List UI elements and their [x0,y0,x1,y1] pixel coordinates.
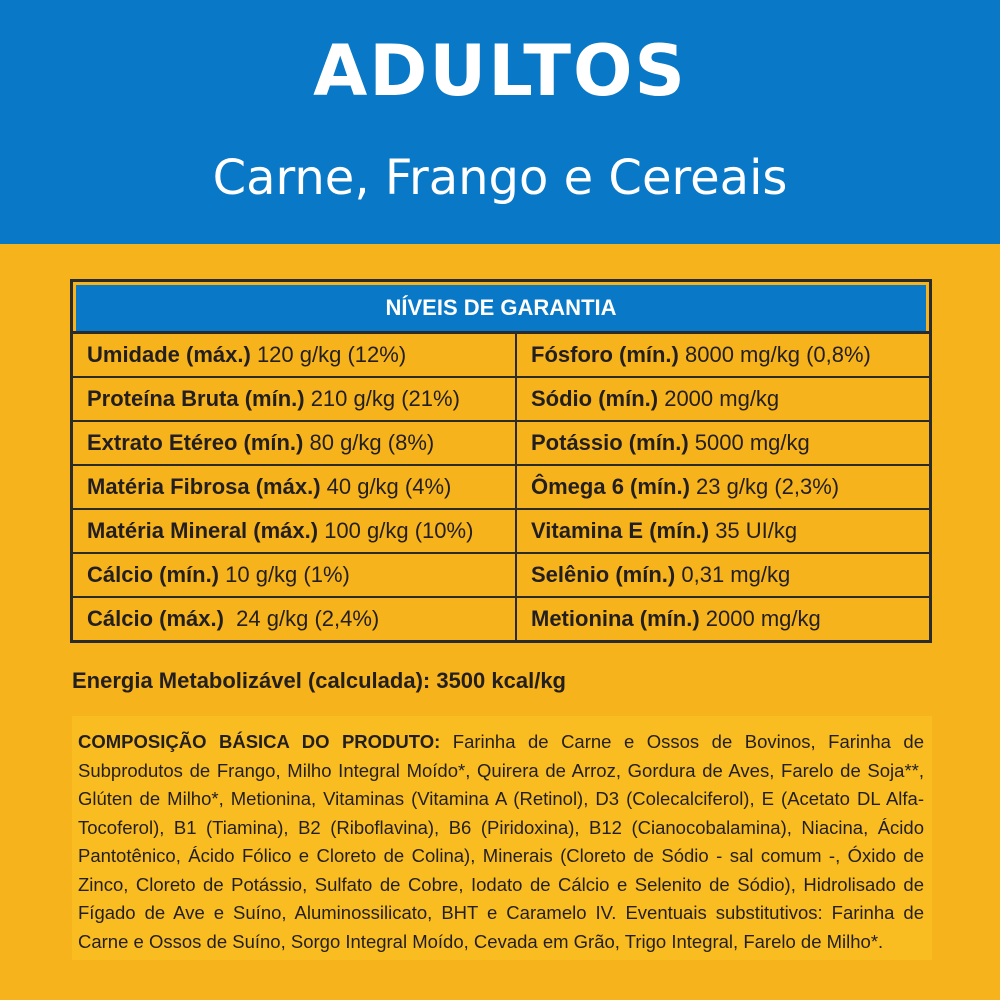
table-cell [73,377,516,421]
nutrient-label: Proteína Bruta (mín.) [87,386,305,411]
guarantee-table-grid [73,331,929,640]
table-cell [73,333,516,378]
guarantee-table-heading: NÍVEIS DE GARANTIA [76,285,926,331]
nutrient-value: 35 UI/kg [709,518,798,543]
table-cell [516,333,929,378]
nutrient-label: Matéria Fibrosa (máx.) [87,474,321,499]
table-row [73,421,929,465]
table-cell [516,509,929,553]
nutrient-label: Cálcio (mín.) [87,562,220,587]
product-title: ADULTOS [313,30,687,112]
table-cell [516,553,929,597]
nutrient-value: 23 g/kg (2,3%) [689,474,840,499]
nutrient-label: Fósforo (mín.) [531,342,679,367]
nutrient-value: 210 g/kg (21%) [304,386,460,411]
nutrient-value: 10 g/kg (1%) [219,562,350,587]
nutrient-label: Umidade (máx.) [87,342,251,367]
header-banner [0,0,1000,244]
table-cell [73,465,516,509]
table-cell [73,509,516,553]
table-cell [73,597,516,640]
nutrient-value: 40 g/kg (4%) [320,474,452,499]
nutrient-value: 120 g/kg (12%) [250,342,407,367]
table-cell [73,553,516,597]
nutrient-label: Metionina (mín.) [531,606,700,631]
nutrient-value: 5000 mg/kg [688,430,810,455]
table-cell [73,421,516,465]
nutrient-value: 80 g/kg (8%) [303,430,435,455]
nutrient-value: 24 g/kg (2,4%) [223,606,380,631]
table-cell [516,597,929,640]
composition-text: Farinha de Carne e Ossos de Bovinos, Farinha de Subprodutos de Frango, Milho Integral Moído*, Quirera de Arroz, Gordura de Aves, Farelo de Soja**, Glúten de Milho*, Metionina, Vitaminas (Vitamina A (Retinol), D3 (Colecalciferol), E (Acetato DL Alfa-Tocoferol), B1 (Tiamina), B2 (Riboflavina), B6 (Piridoxina), B12 (Cianocobalamina), Niacina, Ácido Pantotênico, Ácido Fólico e Cloreto de Colina), Minerais (Cloreto de Sódio - sal comum -, Óxido de Zinco, Cloreto de Potássio, Sulfato de Cobre, Iodato de Cálcio e Selenito de Sódio), Hidrolisado de Fígado de Ave e Suíno, Aluminossilicato, BHT e Caramelo IV. Eventuais substitutivos: Farinha de Carne e Ossos de Suíno, Sorgo Integral Moído, Cevada em Grão, Trigo Integral, Farelo de Milho*. [78,731,924,952]
energy-statement: Energia Metabolizável (calculada): 3500 kcal/kg [72,668,566,693]
nutrient-label: Potássio (mín.) [531,430,689,455]
nutrient-value: 8000 mg/kg (0,8%) [678,342,871,367]
table-cell [516,377,929,421]
table-cell [516,465,929,509]
table-row [73,509,929,553]
product-subtitle: Carne, Frango e Cereais [212,150,788,206]
guarantee-table [70,279,932,643]
nutrient-value: 2000 mg/kg [658,386,780,411]
nutrient-value: 100 g/kg (10%) [318,518,474,543]
nutrient-label: Cálcio (máx.) [87,606,224,631]
composition-block [72,716,932,960]
nutrient-label: Extrato Etéreo (mín.) [87,430,304,455]
table-row [73,377,929,421]
nutrient-label: Matéria Mineral (máx.) [87,518,319,543]
table-row [73,553,929,597]
composition-label: COMPOSIÇÃO BÁSICA DO PRODUTO: [78,731,441,752]
nutrient-label: Ômega 6 (mín.) [531,474,690,499]
nutrient-value: 2000 mg/kg [699,606,821,631]
nutrient-value: 0,31 mg/kg [675,562,791,587]
table-row [73,597,929,640]
nutrient-label: Selênio (mín.) [531,562,676,587]
table-row [73,333,929,378]
table-cell [516,421,929,465]
nutrient-label: Sódio (mín.) [531,386,659,411]
nutrient-label: Vitamina E (mín.) [531,518,710,543]
table-row [73,465,929,509]
